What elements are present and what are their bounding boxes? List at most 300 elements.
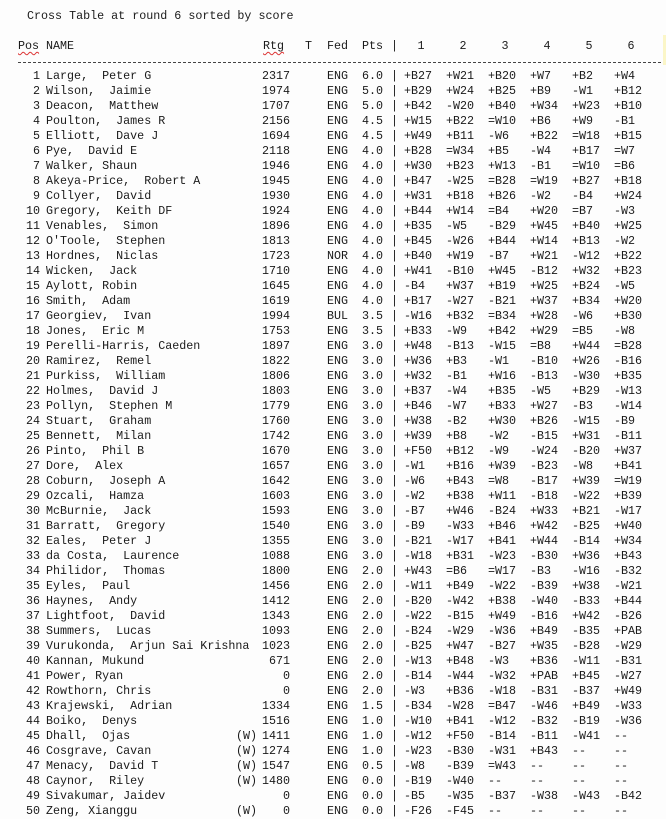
header-federation: Fed [327, 39, 349, 53]
points: 0.5 [362, 759, 384, 773]
pos: 44 [25, 714, 40, 728]
round-5-result: +W32 [572, 264, 601, 278]
round-6-result: =B6 [614, 159, 636, 173]
player-name: Gregory, Keith DF [46, 204, 173, 218]
column-separator: | [391, 339, 399, 353]
round-6-result: +W25 [614, 219, 643, 233]
rating: 1456 [261, 579, 290, 593]
points: 0.0 [362, 774, 384, 788]
round-1-result: -W11 [404, 579, 433, 593]
round-2-result: =W34 [446, 144, 475, 158]
pos: 40 [25, 654, 40, 668]
round-3-result: +W49 [488, 609, 517, 623]
round-5-result: +B24 [572, 279, 601, 293]
round-6-result: -- [614, 744, 629, 758]
rating: 1516 [261, 714, 290, 728]
player-name: Summers, Lucas [46, 624, 152, 638]
round-1-result: +B40 [404, 249, 433, 263]
player-name: Lightfoot, David [46, 609, 166, 623]
pos: 38 [25, 624, 40, 638]
federation: ENG [327, 579, 349, 593]
table-row [0, 549, 666, 564]
table-row [0, 759, 666, 774]
round-3-result: -W18 [488, 684, 517, 698]
player-name: Holmes, David J [46, 384, 159, 398]
rating: 1355 [261, 534, 290, 548]
table-row [0, 384, 666, 399]
round-3-result: -W23 [488, 549, 517, 563]
column-separator: | [391, 174, 399, 188]
points: 0.0 [362, 789, 384, 803]
withdrawn-flag: (W) [236, 744, 258, 758]
player-name: Walker, Shaun [46, 159, 138, 173]
round-1-result: -W22 [404, 609, 433, 623]
points: 2.0 [362, 564, 384, 578]
round-3-result: +W16 [488, 369, 517, 383]
table-row [0, 684, 666, 699]
pos: 30 [25, 504, 40, 518]
pos: 35 [25, 579, 40, 593]
column-separator: | [391, 519, 399, 533]
round-3-result: +B20 [488, 69, 517, 83]
round-3-result: =B47 [488, 699, 517, 713]
round-4-result: +W21 [530, 249, 559, 263]
points: 3.0 [362, 489, 384, 503]
column-separator: | [391, 219, 399, 233]
pos: 10 [25, 204, 40, 218]
round-2-result: -W44 [446, 669, 475, 683]
points: 4.0 [362, 264, 384, 278]
rating: 1723 [261, 249, 290, 263]
round-3-result: -B24 [488, 504, 517, 518]
round-1-result: +B47 [404, 174, 433, 188]
round-3-result: -W6 [488, 129, 510, 143]
round-1-result: -B5 [404, 789, 426, 803]
points: 4.0 [362, 279, 384, 293]
round-4-result: -B30 [530, 549, 559, 563]
pos: 28 [25, 474, 40, 488]
points: 3.0 [362, 399, 384, 413]
round-4-result: =B8 [530, 339, 552, 353]
rating: 1093 [261, 624, 290, 638]
player-name: Stuart, Graham [46, 414, 152, 428]
round-4-result: +W29 [530, 324, 559, 338]
column-separator: | [391, 444, 399, 458]
pos: 19 [25, 339, 40, 353]
round-2-result: -W25 [446, 174, 475, 188]
federation: ENG [327, 774, 349, 788]
round-1-result: -W13 [404, 654, 433, 668]
withdrawn-flag: (W) [236, 774, 258, 788]
round-2-result: +B48 [446, 654, 475, 668]
round-2-result: +B41 [446, 714, 475, 728]
pos: 31 [25, 519, 40, 533]
round-6-result: +W34 [614, 534, 643, 548]
column-separator: | [391, 414, 399, 428]
round-2-result: -B30 [446, 744, 475, 758]
table-row [0, 489, 666, 504]
federation: ENG [327, 279, 349, 293]
round-5-result: -W22 [572, 489, 601, 503]
rating: 2156 [261, 114, 290, 128]
rating: 1023 [261, 639, 290, 653]
player-name: Akeya-Price, Robert A [46, 174, 201, 188]
round-4-result: +W27 [530, 399, 559, 413]
pos: 18 [25, 324, 40, 338]
pos: 16 [25, 294, 40, 308]
round-1-result: -W18 [404, 549, 433, 563]
round-1-result: -W1 [404, 459, 426, 473]
player-name: Smith, Adam [46, 294, 131, 308]
points: 4.0 [362, 219, 384, 233]
player-name: Large, Peter G [46, 69, 152, 83]
round-4-result: -B15 [530, 429, 559, 443]
round-6-result: -B11 [614, 429, 643, 443]
pos: 26 [25, 444, 40, 458]
round-1-result: -B19 [404, 774, 433, 788]
rating: 1930 [261, 189, 290, 203]
column-separator: | [391, 129, 399, 143]
pos: 2 [32, 84, 40, 98]
round-6-result: +B12 [614, 84, 643, 98]
round-5-result: +W36 [572, 549, 601, 563]
column-separator: | [391, 84, 399, 98]
points: 3.0 [362, 504, 384, 518]
points: 5.0 [362, 99, 384, 113]
round-6-result: -W8 [614, 324, 636, 338]
round-4-result: -W40 [530, 594, 559, 608]
round-1-result: +B33 [404, 324, 433, 338]
round-4-result: +W42 [530, 519, 559, 533]
header-points: Pts [362, 39, 384, 53]
table-row [0, 504, 666, 519]
round-5-result: -W8 [572, 459, 594, 473]
rating: 671 [268, 654, 290, 668]
federation: ENG [327, 339, 349, 353]
pos: 12 [25, 234, 40, 248]
column-separator: | [391, 684, 399, 698]
pos: 36 [25, 594, 40, 608]
column-separator: | [391, 159, 399, 173]
round-4-result: -B31 [530, 684, 559, 698]
round-3-result: +W11 [488, 489, 517, 503]
round-1-result: -B9 [404, 519, 426, 533]
round-3-result: =B4 [488, 204, 510, 218]
round-2-result: +W46 [446, 504, 475, 518]
round-5-result: +W23 [572, 99, 601, 113]
federation: ENG [327, 114, 349, 128]
player-name: Wicken, Jack [46, 264, 138, 278]
table-row [0, 324, 666, 339]
points: 3.0 [362, 429, 384, 443]
points: 3.0 [362, 414, 384, 428]
round-5-result: +B21 [572, 504, 601, 518]
pos: 48 [25, 774, 40, 788]
points: 6.0 [362, 69, 384, 83]
round-1-result: +W38 [404, 414, 433, 428]
federation: ENG [327, 759, 349, 773]
column-separator: | [391, 324, 399, 338]
rating: 1994 [261, 309, 290, 323]
pos: 47 [25, 759, 40, 773]
rating: 1924 [261, 204, 290, 218]
federation: ENG [327, 69, 349, 83]
federation: ENG [327, 684, 349, 698]
federation: ENG [327, 129, 349, 143]
points: 4.0 [362, 249, 384, 263]
header-round-4: 4 [543, 39, 551, 53]
player-name: Ozcali, Hamza [46, 489, 145, 503]
round-3-result: -B37 [488, 789, 517, 803]
table-row [0, 774, 666, 789]
player-name: Cosgrave, Cavan [46, 744, 152, 758]
round-6-result: -B1 [614, 114, 636, 128]
player-name: Venables, Simon [46, 219, 159, 233]
round-5-result: +W9 [572, 114, 594, 128]
rating: 1412 [261, 594, 290, 608]
federation: ENG [327, 99, 349, 113]
round-2-result: -W5 [446, 219, 468, 233]
round-1-result: -W12 [404, 729, 433, 743]
rating: 1897 [261, 339, 290, 353]
points: 3.0 [362, 549, 384, 563]
round-2-result: -W17 [446, 534, 475, 548]
round-6-result: +B22 [614, 249, 643, 263]
federation: ENG [327, 729, 349, 743]
round-5-result: =B5 [572, 324, 594, 338]
round-5-result: -- [572, 744, 587, 758]
round-3-result: +W45 [488, 264, 517, 278]
rating: 0 [282, 669, 290, 683]
header-round-1: 1 [417, 39, 425, 53]
round-5-result: +B13 [572, 234, 601, 248]
header-round-3: 3 [501, 39, 509, 53]
pos: 20 [25, 354, 40, 368]
table-row [0, 654, 666, 669]
pos: 7 [32, 159, 40, 173]
rating: 1657 [261, 459, 290, 473]
points: 2.0 [362, 609, 384, 623]
pos: 6 [32, 144, 40, 158]
federation: ENG [327, 294, 349, 308]
round-4-result: -W4 [530, 144, 552, 158]
rating: 0 [282, 684, 290, 698]
pos: 41 [25, 669, 40, 683]
round-1-result: +B28 [404, 144, 433, 158]
round-1-result: +W31 [404, 189, 433, 203]
round-6-result: -W36 [614, 714, 643, 728]
round-5-result: -W15 [572, 414, 601, 428]
federation: ENG [327, 504, 349, 518]
round-4-result: -B10 [530, 354, 559, 368]
table-row [0, 69, 666, 84]
player-name: Purkiss, William [46, 369, 166, 383]
round-1-result: +W39 [404, 429, 433, 443]
pos: 13 [25, 249, 40, 263]
column-separator: | [391, 204, 399, 218]
header-name: NAME [46, 39, 75, 53]
player-name: Aylott, Robin [46, 279, 138, 293]
table-row [0, 159, 666, 174]
round-5-result: -B28 [572, 639, 601, 653]
round-6-result: -B31 [614, 654, 643, 668]
withdrawn-flag: (W) [236, 729, 258, 743]
round-6-result: +W4 [614, 69, 636, 83]
points: 3.0 [362, 444, 384, 458]
round-6-result: -- [614, 729, 629, 743]
player-name: Coburn, Joseph A [46, 474, 166, 488]
player-name: Rowthorn, Chris [46, 684, 152, 698]
round-6-result: =B28 [614, 339, 643, 353]
round-2-result: +F50 [446, 729, 475, 743]
round-2-result: +B32 [446, 309, 475, 323]
pos: 42 [25, 684, 40, 698]
round-3-result: -W2 [488, 429, 510, 443]
pos: 45 [25, 729, 40, 743]
points: 4.5 [362, 129, 384, 143]
round-3-result: -W12 [488, 714, 517, 728]
round-5-result: -B33 [572, 594, 601, 608]
federation: ENG [327, 204, 349, 218]
round-1-result: +B35 [404, 219, 433, 233]
federation: ENG [327, 459, 349, 473]
player-name: Barratt, Gregory [46, 519, 166, 533]
points: 3.0 [362, 534, 384, 548]
column-separator: | [391, 609, 399, 623]
round-1-result: +W48 [404, 339, 433, 353]
round-3-result: -W15 [488, 339, 517, 353]
round-3-result: +B25 [488, 84, 517, 98]
round-1-result: -W2 [404, 489, 426, 503]
federation: ENG [327, 744, 349, 758]
round-1-result: -W10 [404, 714, 433, 728]
round-4-result: =W19 [530, 174, 559, 188]
pos: 37 [25, 609, 40, 623]
round-4-result: +B26 [530, 414, 559, 428]
round-1-result: -B4 [404, 279, 426, 293]
round-2-result: +B11 [446, 129, 475, 143]
player-name: Ramirez, Remel [46, 354, 152, 368]
round-1-result: +F50 [404, 444, 433, 458]
round-5-result: +B49 [572, 699, 601, 713]
round-5-result: -W6 [572, 309, 594, 323]
round-2-result: -B15 [446, 609, 475, 623]
player-name: Boiko, Denys [46, 714, 138, 728]
pos: 29 [25, 489, 40, 503]
round-6-result: -W14 [614, 399, 643, 413]
table-row [0, 114, 666, 129]
round-6-result: -- [614, 759, 629, 773]
column-separator: | [391, 759, 399, 773]
table-row [0, 474, 666, 489]
player-name: Power, Ryan [46, 669, 124, 683]
pos: 22 [25, 384, 40, 398]
round-3-result: =B34 [488, 309, 517, 323]
player-name: Hordnes, Niclas [46, 249, 159, 263]
round-6-result: +W20 [614, 294, 643, 308]
rating: 1343 [261, 609, 290, 623]
player-name: Bennett, Milan [46, 429, 152, 443]
round-1-result: +B42 [404, 99, 433, 113]
rating: 1742 [261, 429, 290, 443]
column-separator: | [391, 804, 399, 818]
table-row [0, 84, 666, 99]
rating: 1642 [261, 474, 290, 488]
points: 3.5 [362, 309, 384, 323]
round-6-result: +W40 [614, 519, 643, 533]
column-separator: | [391, 774, 399, 788]
player-name: da Costa, Laurence [46, 549, 180, 563]
table-row [0, 399, 666, 414]
round-2-result: +W47 [446, 639, 475, 653]
federation: ENG [327, 234, 349, 248]
column-separator: | [391, 579, 399, 593]
pos: 8 [32, 174, 40, 188]
pos: 9 [32, 189, 40, 203]
table-row [0, 624, 666, 639]
round-1-result: -W6 [404, 474, 426, 488]
table-row [0, 279, 666, 294]
round-5-result: -B3 [572, 399, 594, 413]
round-2-result: -F45 [446, 804, 475, 818]
federation: ENG [327, 354, 349, 368]
pos: 11 [25, 219, 40, 233]
round-4-result: -- [530, 774, 545, 788]
points: 2.0 [362, 684, 384, 698]
points: 1.5 [362, 699, 384, 713]
round-1-result: -W23 [404, 744, 433, 758]
federation: ENG [327, 804, 349, 818]
rating: 1411 [261, 729, 290, 743]
table-row [0, 414, 666, 429]
round-2-result: -B39 [446, 759, 475, 773]
rating: 1946 [261, 159, 290, 173]
column-separator: | [391, 114, 399, 128]
player-name: Kannan, Mukund [46, 654, 145, 668]
round-6-result: -W27 [614, 669, 643, 683]
round-4-result: +B36 [530, 654, 559, 668]
round-2-result: +B43 [446, 474, 475, 488]
round-2-result: +W37 [446, 279, 475, 293]
federation: ENG [327, 429, 349, 443]
round-5-result: -B19 [572, 714, 601, 728]
table-row [0, 729, 666, 744]
round-2-result: +B23 [446, 159, 475, 173]
round-3-result: -W9 [488, 444, 510, 458]
player-name: Pinto, Phil B [46, 444, 145, 458]
points: 3.0 [362, 459, 384, 473]
round-3-result: +B5 [488, 144, 510, 158]
table-row [0, 534, 666, 549]
rating: 1710 [261, 264, 290, 278]
rating: 1760 [261, 414, 290, 428]
round-4-result: +W25 [530, 279, 559, 293]
round-5-result: -B35 [572, 624, 601, 638]
round-6-result: -W17 [614, 504, 643, 518]
round-1-result: +W49 [404, 129, 433, 143]
column-separator: | [391, 504, 399, 518]
round-1-result: +B29 [404, 84, 433, 98]
round-6-result: +B44 [614, 594, 643, 608]
round-1-result: +W36 [404, 354, 433, 368]
table-row [0, 444, 666, 459]
player-name: Philidor, Thomas [46, 564, 166, 578]
round-3-result: +B46 [488, 519, 517, 533]
round-2-result: +W14 [446, 204, 475, 218]
round-1-result: -F26 [404, 804, 433, 818]
table-row [0, 204, 666, 219]
round-3-result: -B14 [488, 729, 517, 743]
